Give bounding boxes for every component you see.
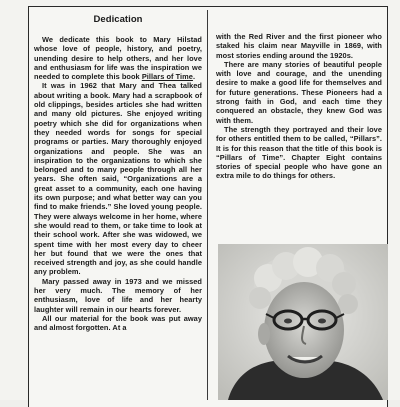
paragraph-1: We dedicate this book to Mary Hilstad whose love of people, history, and poetry, unending desire to help others, and her love and enthusiasm for life was the inspiration we needed to complete this book Pillars of Time. <box>34 35 202 82</box>
paragraph-4: All our material for the book was put away and almost forgotten. At a <box>34 313 202 333</box>
right-column <box>216 32 382 181</box>
left-column <box>34 0 202 333</box>
paragraph-5: with the Red River and the first pioneer who staked his claim near Mayville in 1869, with most stories ending around the 1920s. <box>216 32 382 60</box>
paragraph-2: It was in 1962 that Mary and Thea talked about writing a book. Mary had a scrapbook of old clippings, besides articles she had written and many old pictures. She enjoyed writing poetry which she did for organizations when they needed words for songs for special programs or parties. Mary thoroughly enjoyed organizations and people. She was an inspiration to the organizations to which she belonged and to many people through all her years. She often said, “Organizations are a great asset to a community, each one having its own purpose; and what better way can you find to make friends.” She loved young people. They were always welcome in her home, where she would read to them, or take time to look at their school work. After she was widowed, we spent time with her most every day to cheer her but found that we were the ones that received strength and joy, as she could handle any problem. <box>34 81 202 277</box>
page-heading: Dedication <box>93 14 143 25</box>
paragraph-6: There are many stories of beautiful people with love and courage, and the unending desire to make a good life for themselves and for future generations. These Pioneers had a strong faith in God, and each time they conquered an obstacle, they knew God was with them. <box>216 59 382 125</box>
paragraph-7: The strength they portrayed and their love for others entitled them to be called, “Pillars”. It is for this reason that the title of this book is “Pillars of Time”. Chapter Eight contains stories of special people who have gone an extra mile to do things for others. <box>216 124 382 181</box>
portrait-photo <box>218 244 388 400</box>
book-title-underlined: Pillars of Time <box>141 72 193 82</box>
portrait-image <box>218 244 388 400</box>
column-divider <box>207 10 208 400</box>
paragraph-3: Mary passed away in 1973 and we missed her very much. The memory of her enthusiasm, love of life and her hearty laughter will remain in our hearts forever. <box>34 276 202 314</box>
